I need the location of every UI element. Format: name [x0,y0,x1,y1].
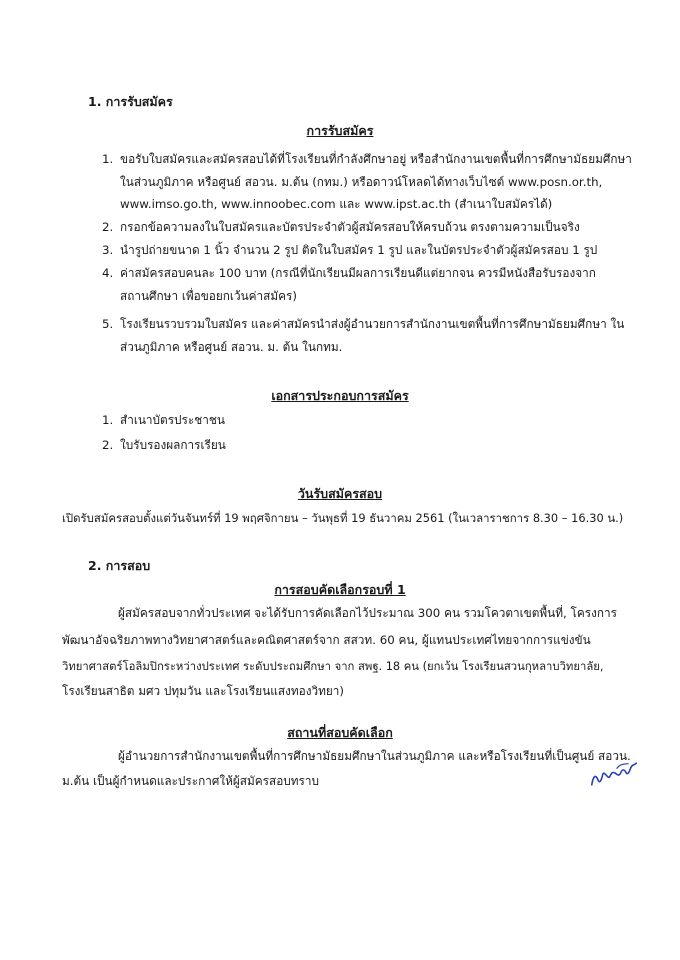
item-number: 3. [102,243,114,257]
application-dates-heading: วันรับสมัครสอบ [297,486,383,501]
documents-heading: เอกสารประกอบการสมัคร [271,388,409,403]
item-text: กรอกข้อความลงในใบสมัครและบัตรประจำตัวผู้สมัครสอบให้ครบถ้วน ตรงตามความเป็นจริง [120,220,580,234]
list-item-1-line-2: ในส่วนภูมิภาค หรือศูนย์ สอวน. ม.ต้น (กทม.) หรือดาวน์โหลดได้ทางเว็บไซต์ www.posn.or.th, [120,175,603,189]
item-number: 5. [102,317,114,331]
application-dates-text: เปิดรับสมัครสอบตั้งแต่วันจันทร์ที่ 19 พฤศจิกายน – วันพุธที่ 19 ธันวาคม 2561 (ในเวลาราชการ 8.30 – 16.30 น.) [62,511,624,525]
item-number: 2. [102,220,114,234]
list-item-1-line-3: www.imso.go.th, www.innoobec.com และ www.ipst.ac.th (สำเนาใบสมัครได้) [120,197,553,211]
list-item-4-line-2: สถานศึกษา เพื่อขอยกเว้นค่าสมัคร) [120,289,297,303]
item-number: 1. [102,152,114,166]
section-1-title: 1. การรับสมัคร [88,94,173,109]
item-text: โรงเรียนรวบรวมใบสมัคร และค่าสมัครนำส่งผู้อำนวยการสำนักงานเขตพื้นที่การศึกษามัธยมศึกษา ใน [120,317,625,331]
list-item-5-line-2: ส่วนภูมิภาค หรือศูนย์ สอวน. ม. ต้น ในกทม. [120,340,343,354]
item-number: 2. [102,438,114,452]
venue-heading: สถานที่สอบคัดเลือก [287,725,393,740]
document-item-2 [102,440,226,452]
venue-line-2: ม.ต้น เป็นผู้กำหนดและประกาศให้ผู้สมัครสอบทราบ [62,774,320,788]
item-text: ใบรับรองผลการเรียน [120,438,226,452]
round-1-line-4: โรงเรียนสาธิต มศว ปทุมวัน และโรงเรียนแสงทองวิทยา) [62,684,345,698]
item-text: ขอรับใบสมัครและสมัครสอบได้ที่โรงเรียนที่กำลังศึกษาอยู่ หรือสำนักงานเขตพื้นที่การศึกษามัธยมศึกษา [120,152,632,166]
list-item-4 [102,268,596,280]
document-item-1 [102,415,225,427]
item-text: นำรูปถ่ายขนาด 1 นิ้ว จำนวน 2 รูป ติดในใบสมัคร 1 รูป และในบัตรประจำตัวผู้สมัครสอบ 1 รูป [120,243,598,257]
section-2-title: 2. การสอบ [88,558,151,573]
round-1-line-2: พัฒนาอัจฉริยภาพทางวิทยาศาสตร์และคณิตศาสตร์จาก สสวท. 60 คน, ผู้แทนประเทศไทยจากการแข่งขัน [62,633,591,647]
item-number: 4. [102,266,114,280]
application-heading: การรับสมัคร [306,123,374,138]
list-item-1 [102,154,632,166]
item-number: 1. [102,413,114,427]
list-item-3 [102,245,597,257]
item-text: สำเนาบัตรประชาชน [120,413,225,427]
list-item-5 [102,319,624,331]
venue-line-1: ผู้อำนวยการสำนักงานเขตพื้นที่การศึกษามัธยมศึกษาในส่วนภูมิภาค และหรือโรงเรียนที่เป็นศูนย์ สอวน. [118,749,631,763]
round-1-line-1: ผู้สมัครสอบจากทั่วประเทศ จะได้รับการคัดเลือกไว้ประมาณ 300 คน รวมโควตาเขตพื้นที่, โครงการ [118,606,617,620]
item-text: ค่าสมัครสอบคนละ 100 บาท (กรณีที่นักเรียนมีผลการเรียนดีแต่ยากจน ควรมีหนังสือรับรองจาก [120,266,596,280]
round-1-heading: การสอบคัดเลือกรอบที่ 1 [274,582,406,597]
list-item-2 [102,222,580,234]
round-1-line-3: วิทยาศาสตร์โอลิมปิกระหว่างประเทศ ระดับประถมศึกษา จาก สพฐ. 18 คน (ยกเว้น โรงเรียนสวนกุหลาบวิทยาลัย, [62,660,604,673]
